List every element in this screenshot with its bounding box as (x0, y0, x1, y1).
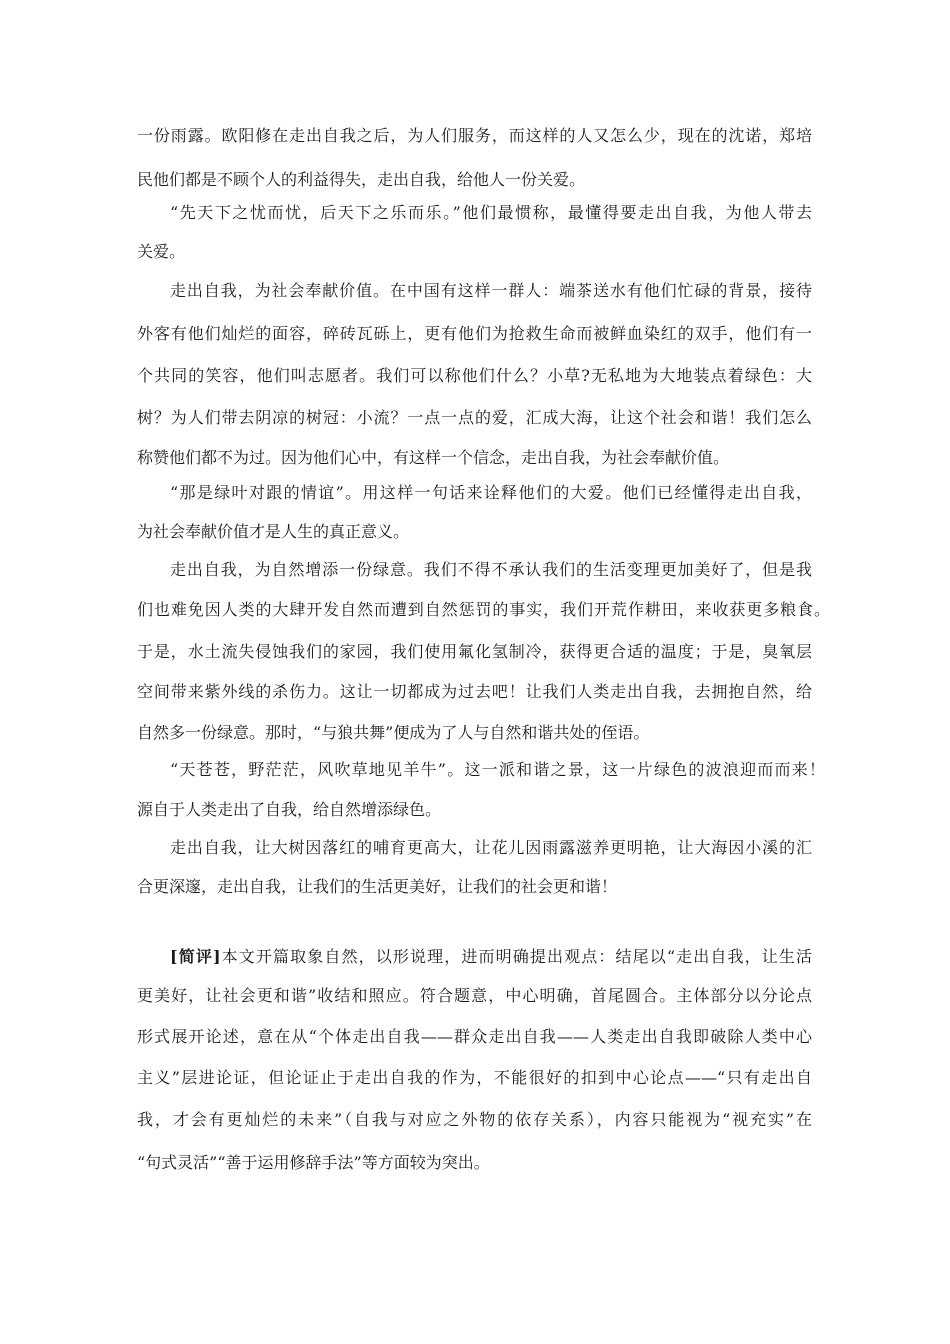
comment-first-line (170, 945, 812, 969)
text-line: “句式灵活”“善于运用修辞手法”等方面较为突出。 (137, 1153, 490, 1172)
text-line: 自然多一份绿意。那时，“与狼共舞”便成为了人与自然和谐共处的侄语。 (137, 723, 650, 742)
text-line: 一份雨露。欧阳修在走出自我之后，为人们服务，而这样的人又怎么少，现在的沈诺，郑培 (137, 126, 812, 145)
text-line: 称赞他们都不为过。因为他们心中，有这样一个信念，走出自我，为社会奉献价值。 (137, 448, 730, 467)
text-line: 空间带来紫外线的杀伤力。这让一切都成为过去吧！让我们人类走出自我，去拥抱自然，给 (137, 682, 812, 701)
text-line: “那是绿叶对跟的情谊”。用这样一句话来诠释他们的大爱。他们已经懂得走出自我， (170, 483, 812, 502)
text-line: 民他们都是不顾个人的利益得失，走出自我，给他人一份关爱。 (137, 170, 586, 189)
text-line: 更美好，让社会更和谐”收结和照应。符合题意，中心明确，首尾圆合。主体部分以分论点 (137, 986, 812, 1005)
text-line: 源自于人类走出了自我，给自然增添绿色。 (137, 800, 442, 819)
text-line: 形式展开论述，意在从“个体走出自我——群众走出自我——人类走出自我即破除人类中心 (137, 1027, 812, 1046)
text-line: “先天下之忧而忧，后天下之乐而乐。”他们最惯称，最懂得要走出自我，为他人带去 (170, 203, 812, 222)
text-line: 合更深邃，走出自我，让我们的生活更美好，让我们的社会更和谐！ (137, 877, 618, 896)
text-line: 走出自我，让大树因落红的哺育更高大，让花儿因雨露滋养更明艳，让大海因小溪的汇 (170, 838, 812, 857)
text-line: 关爱。 (137, 242, 186, 261)
text-line: 我，才会有更灿烂的未来”（自我与对应之外物的依存关系），内容只能视为“视充实”在 (137, 1110, 812, 1129)
text-line: 走出自我，为自然增添一份绿意。我们不得不承认我们的生活变理更加美好了，但是我 (170, 560, 812, 579)
text-line: 走出自我，为社会奉献价值。在中国有这样一群人：端茶送水有他们忙碌的背景，接待 (170, 281, 812, 300)
text-line: 主义”层进论证，但论证止于走出自我的作为，不能很好的扣到中心论点——“只有走出自 (137, 1068, 812, 1087)
text-line: “天苍苍，野茫茫，风吹草地见羊牛”。这一派和谐之景，这一片绿色的波浪迎而而来！ (170, 760, 825, 779)
comment-label: [简评] (170, 947, 221, 966)
text-line: 们也难免因人类的大肆开发自然而遭到自然惩罚的事实，我们开荒作耕田，来收获更多粮食。 (137, 600, 830, 619)
text-line: 树？为人们带去阴凉的树冠：小流？一点一点的爱，汇成大海，让这个社会和谐！我们怎么 (137, 408, 812, 427)
text-line: 为社会奉献价值才是人生的真正意义。 (137, 522, 410, 541)
text-line: 个共同的笑容，他们叫志愿者。我们可以称他们什么？小草?无私地为大地装点着绿色：大 (137, 366, 812, 385)
text-line: 外客有他们灿烂的面容，碎砖瓦砾上，更有他们为抢救生命而被鲜血染红的双手，他们有一 (137, 324, 812, 343)
text-line: 于是，水土流失侵蚀我们的家园，我们使用氟化氢制冷，获得更合适的温度；于是，臭氧层 (137, 642, 812, 661)
comment-text: 本文开篇取象自然，以形说理，进而明确提出观点：结尾以“走出自我，让生活 (220, 947, 812, 966)
